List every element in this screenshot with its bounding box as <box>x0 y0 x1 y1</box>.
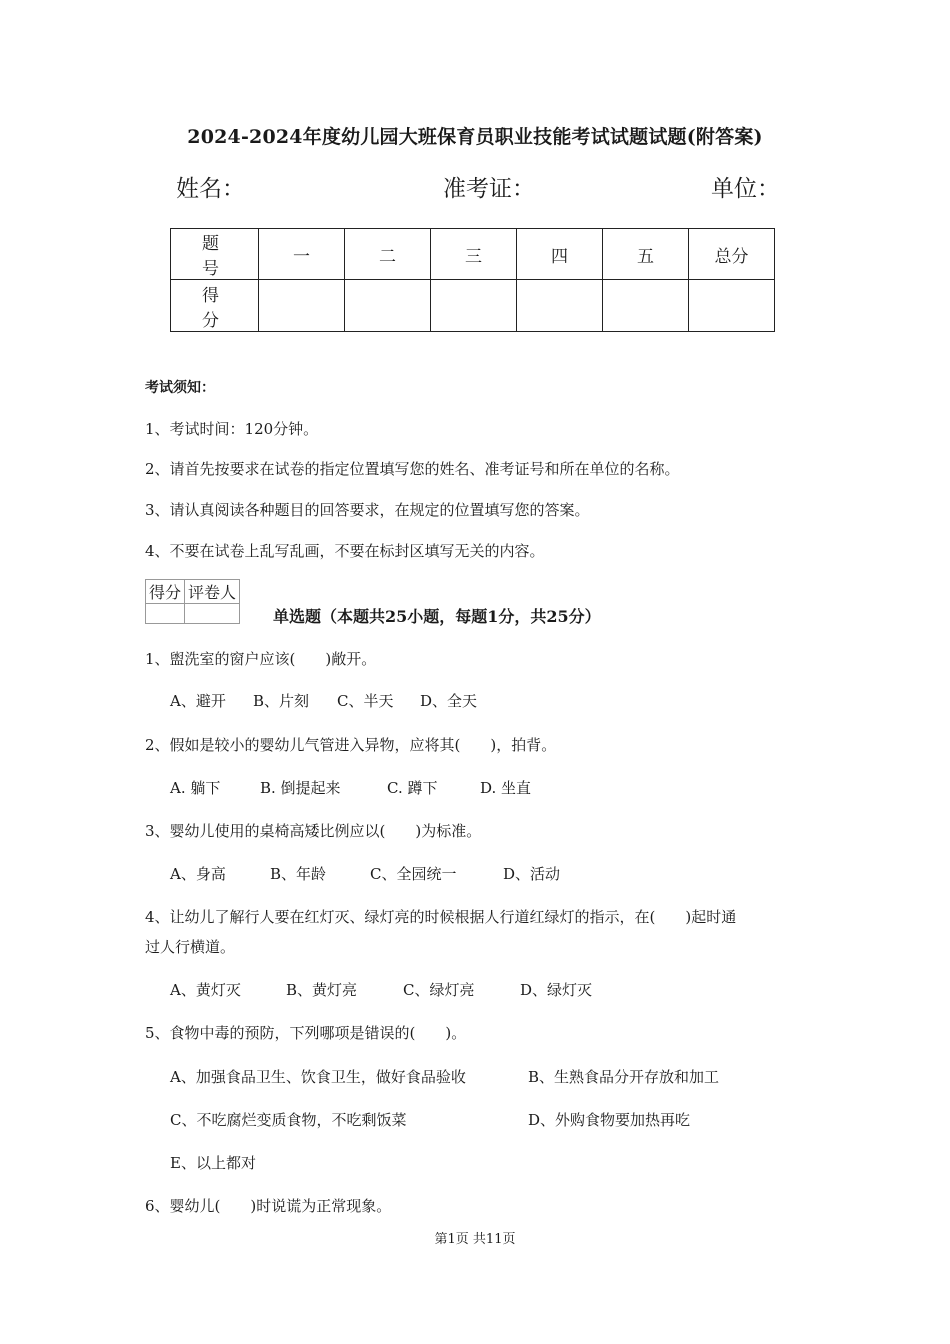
option: C、不吃腐烂变质食物，不吃剩饭菜 <box>170 1111 407 1129</box>
option: D、全天 <box>420 692 478 710</box>
option: B、片刻 <box>253 692 310 710</box>
option: A、黄灯灭 <box>170 981 241 999</box>
score-cell[interactable] <box>259 280 345 332</box>
question-text: 过人行横道。 <box>145 938 236 956</box>
score-table <box>170 228 775 332</box>
note-item: 1、考试时间：120分钟。 <box>145 420 319 438</box>
score-cell[interactable] <box>603 280 689 332</box>
score-table-header-row <box>171 229 775 280</box>
score-cell[interactable] <box>345 280 431 332</box>
score-cell[interactable] <box>689 280 775 332</box>
grader-name-cell[interactable] <box>185 604 240 624</box>
note-item: 2、请首先按要求在试卷的指定位置填写您的姓名、准考证号和所在单位的名称。 <box>145 460 680 478</box>
question-text: 2、假如是较小的婴幼儿气管进入异物，应将其( )，拍背。 <box>145 736 557 754</box>
note-item: 3、请认真阅读各种题目的回答要求，在规定的位置填写您的答案。 <box>145 501 590 519</box>
option: E、以上都对 <box>170 1154 256 1172</box>
option: C. 蹲下 <box>387 779 438 797</box>
grader-score-label: 得分 <box>146 580 185 604</box>
question-text: 6、婴幼儿( )时说谎为正常现象。 <box>145 1197 392 1215</box>
score-row-label: 得 分 <box>171 280 259 332</box>
notes-heading: 考试须知： <box>145 380 215 396</box>
name-label: 姓名： <box>176 176 245 202</box>
note-item: 4、不要在试卷上乱写乱画，不要在标封区填写无关的内容。 <box>145 542 545 560</box>
option: A、身高 <box>170 865 226 883</box>
option: B、年龄 <box>270 865 327 883</box>
option: B. 倒提起来 <box>260 779 341 797</box>
exam-id-label: 准考证： <box>443 176 535 202</box>
option: C、全园统一 <box>370 865 457 883</box>
score-table-header-cell: 三 <box>431 229 517 280</box>
section-title: 单选题（本题共25小题，每题1分，共25分） <box>273 607 601 626</box>
question-text: 4、让幼儿了解行人要在红灯灭、绿灯亮的时候根据人行道红绿灯的指示，在( )起时通 <box>145 908 737 926</box>
option: A、避开 <box>170 692 226 710</box>
option: C、半天 <box>337 692 394 710</box>
option: C、绿灯亮 <box>403 981 475 999</box>
score-cell[interactable] <box>517 280 603 332</box>
score-table-score-row <box>171 280 775 332</box>
option: D、外购食物要加热再吃 <box>528 1111 691 1129</box>
option: B、黄灯亮 <box>286 981 358 999</box>
grader-score-cell[interactable] <box>146 604 185 624</box>
score-table-header-cell: 五 <box>603 229 689 280</box>
option: A. 躺下 <box>170 779 221 797</box>
grader-name-label: 评卷人 <box>185 580 240 604</box>
option: D. 坐直 <box>480 779 532 797</box>
grader-box <box>145 579 240 624</box>
score-table-header-cell: 二 <box>345 229 431 280</box>
unit-label: 单位： <box>711 176 780 202</box>
page-footer: 第1页 共11页 <box>434 1232 516 1247</box>
option: A、加强食品卫生、饮食卫生，做好食品验收 <box>170 1068 466 1086</box>
score-cell[interactable] <box>431 280 517 332</box>
score-table-header-cell: 总分 <box>689 229 775 280</box>
question-text: 1、盥洗室的窗户应该( )敞开。 <box>145 650 377 668</box>
score-table-header-cell: 一 <box>259 229 345 280</box>
option: D、活动 <box>503 865 561 883</box>
page-title: 2024-2024年度幼儿园大班保育员职业技能考试试题试题(附答案) <box>187 126 763 148</box>
score-table-header-cell: 四 <box>517 229 603 280</box>
option: B、生熟食品分开存放和加工 <box>528 1068 720 1086</box>
question-text: 3、婴幼儿使用的桌椅高矮比例应以( )为标准。 <box>145 822 482 840</box>
question-text: 5、食物中毒的预防，下列哪项是错误的( )。 <box>145 1024 467 1042</box>
score-table-header-cell: 题 号 <box>171 229 259 280</box>
option: D、绿灯灭 <box>520 981 593 999</box>
